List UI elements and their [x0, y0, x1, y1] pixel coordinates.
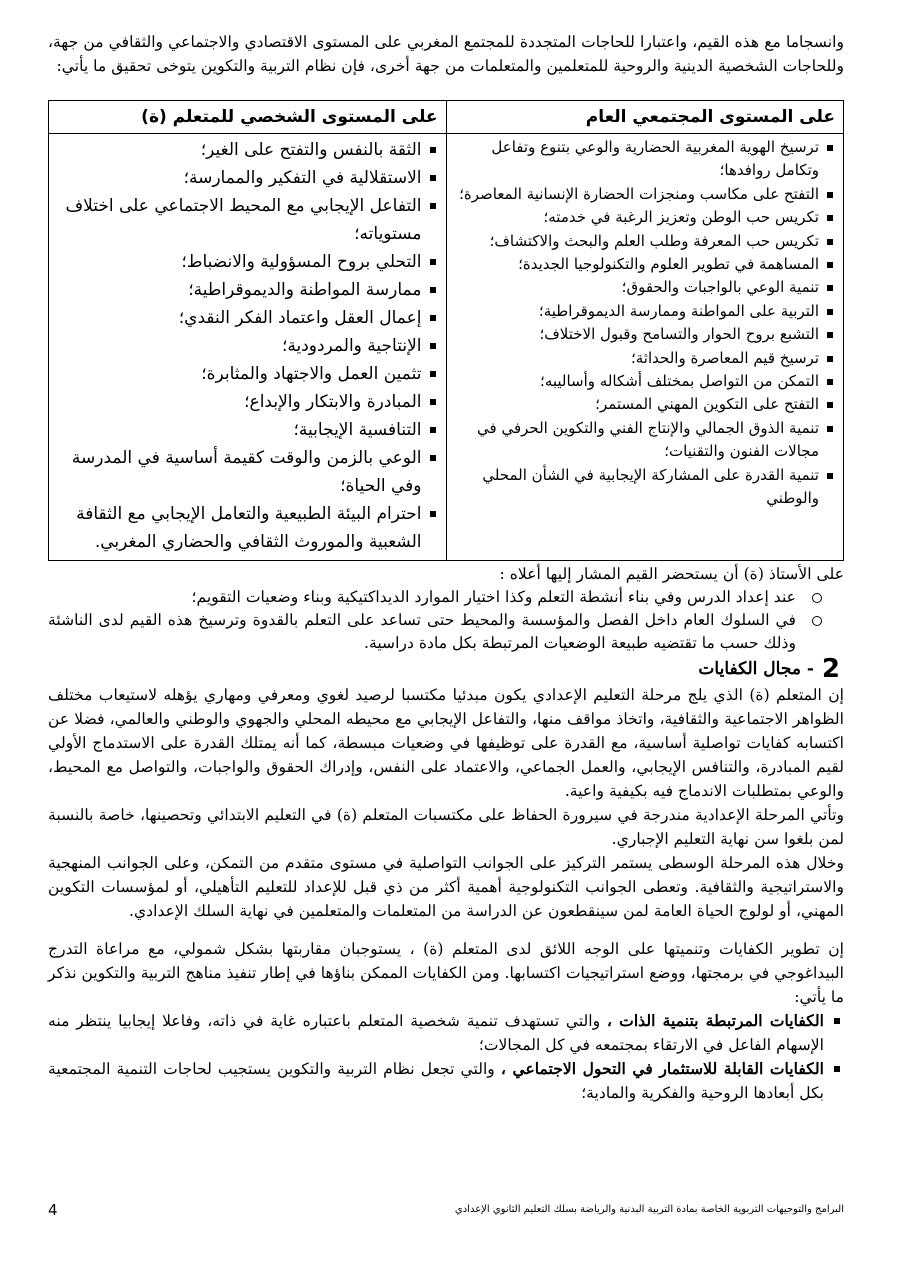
personal-level-header: على المستوى الشخصي للمتعلم (ة) [49, 101, 447, 134]
competencies-body [48, 683, 844, 1009]
list-item: ترسيخ الهوية المغربية الحضارية والوعي بتنوع وتفاعل وتكامل روافدها؛ [453, 136, 836, 183]
list-item: ممارسة المواطنة والديموقراطية؛ [55, 276, 438, 304]
section-heading [48, 654, 844, 684]
spacer [48, 923, 844, 937]
page-footer [48, 1198, 844, 1222]
personal-values-list [55, 136, 438, 556]
list-item: المبادرة والابتكار والإبداع؛ [55, 388, 438, 416]
paragraph: إن المتعلم (ة) الذي يلج مرحلة التعليم الإعدادي يكون مبدئيا مكتسبا لرصيد لغوي ومعرفي ومهاري يؤهله لاستيعاب مختلف الظواهر الاجتماعية والثقافية، واتخاذ مواقف منها، والتفاعل الإيجابي مع محيطه المحلي والجهوي والوطني والعالمي، فضلا عن اكتسابه كفايات تواصلية أساسية، مع القدرة على توظيفها في وضعيات مبسطة، كما أنه يمتلك القدرة على الاستدماج الأولي لقيم المبادرة، والتنافس الإيجابي، والعمل الجماعي، والاعتماد على النفس، وإدراك الحقوق والواجبات، والتواصل مع المحيط، والوعي بمتطلبات الاندماج فيه بكيفية واعية. [48, 686, 844, 800]
list-item: التشبع بروح الحوار والتسامح وقبول الاختلاف؛ [453, 323, 836, 346]
list-item: عند إعداد الدرس وفي بناء أنشطة التعلم وكذا اختيار الموارد الديداكتيكية وبناء وضعيات التقويم؛ [48, 586, 822, 609]
list-item: التربية على المواطنة وممارسة الديموقراطية؛ [453, 300, 836, 323]
societal-values-cell [446, 134, 844, 561]
list-item: الإنتاجية والمردودية؛ [55, 332, 438, 360]
list-item: احترام البيئة الطبيعية والتعامل الإيجابي مع الثقافة الشعبية والموروث الثقافي والحضاري المغربي. [55, 500, 438, 556]
competency-text: والتي تجعل نظام التربية والتكوين يستجيب لحاجات التنمية المجتمعية بكل أبعادها الروحية والفكرية والمادية؛ [48, 1060, 824, 1102]
list-item: التنافسية الإيجابية؛ [55, 416, 438, 444]
section-number: 2 [821, 654, 840, 684]
list-item: تنمية الذوق الجمالي والإنتاج الفني والتكوين الحرفي في مجالات الفنون والتقنيات؛ [453, 417, 836, 464]
competencies-list [48, 1009, 844, 1105]
values-table [48, 100, 844, 561]
list-item: تثمين العمل والاجتهاد والمثابرة؛ [55, 360, 438, 388]
paragraph: وتأتي المرحلة الإعدادية مندرجة في سيرورة الحفاظ على مكتسبات المتعلم (ة) في التعليم الابتدائي وتحصينها، خاصة بالنسبة لمن بلغوا سن نهاية التعليم الإجباري. [48, 806, 844, 848]
list-item: في السلوك العام داخل الفصل والمؤسسة والمحيط حتى تساعد على التعلم بالقدوة وترسيخ هذه القيم لدى الناشئة وذلك حسب ما تقتضيه طبيعة الوضعيات المرتبطة بكل مادة دراسية. [48, 609, 822, 655]
teacher-items-list [48, 586, 844, 655]
teacher-note: على الأستاذ (ة) أن يستحضر القيم المشار إليها أعلاه : [499, 565, 844, 583]
intro-paragraph: وانسجاما مع هذه القيم، واعتبارا للحاجات المتجددة للمجتمع المغربي على المستوى الاقتصادي والاجتماعي والثقافي من جهة، وللحاجات الشخصية الدينية والروحية للمتعلمين والمتعلمات من جهة أخرى، فإن نظام التربية والتكوين يتوخى تحقيق ما يأتي: [48, 33, 844, 75]
list-item: التمكن من التواصل بمختلف أشكاله وأساليبه؛ [453, 370, 836, 393]
list-item: التفتح على مكاسب ومنجزات الحضارة الإنسانية المعاصرة؛ [453, 183, 836, 206]
list-item: تكريس حب الوطن وتعزيز الرغبة في خدمته؛ [453, 206, 836, 229]
list-item: التحلي بروح المسؤولية والانضباط؛ [55, 248, 438, 276]
list-item: الاستقلالية في التفكير والممارسة؛ [55, 164, 438, 192]
list-item: إعمال العقل واعتماد الفكر النقدي؛ [55, 304, 438, 332]
competency-text: والتي تستهدف تنمية شخصية المتعلم باعتباره غاية في ذاته، وفاعلا إيجابيا ينتظر منه الإسهام الفاعل في الارتقاء بمجتمعه في كل المجالات؛ [48, 1012, 824, 1054]
list-item: تنمية الوعي بالواجبات والحقوق؛ [453, 276, 836, 299]
list-item: تكريس حب المعرفة وطلب العلم والبحث والاكتشاف؛ [453, 230, 836, 253]
list-item: الثقة بالنفس والتفتح على الغير؛ [55, 136, 438, 164]
list-item: تنمية القدرة على المشاركة الإيجابية في الشأن المحلي والوطني [453, 464, 836, 511]
societal-level-header: على المستوى المجتمعي العام [446, 101, 844, 134]
list-item: الوعي بالزمن والوقت كقيمة أساسية في المدرسة وفي الحياة؛ [55, 444, 438, 500]
list-item: ترسيخ قيم المعاصرة والحداثة؛ [453, 347, 836, 370]
section-title: - مجال الكفايات [698, 659, 814, 679]
list-item [48, 1057, 844, 1105]
list-item: المساهمة في تطوير العلوم والتكنولوجيا الجديدة؛ [453, 253, 836, 276]
list-item: التفتح على التكوين المهني المستمر؛ [453, 393, 836, 416]
societal-values-list [453, 136, 836, 511]
competency-title: الكفايات القابلة للاستثمار في التحول الاجتماعي ، [500, 1059, 824, 1078]
list-item: التفاعل الإيجابي مع المحيط الاجتماعي على اختلاف مستوياته؛ [55, 192, 438, 248]
page-number: 4 [48, 1201, 58, 1219]
paragraph: وخلال هذه المرحلة الوسطى يستمر التركيز على الجوانب التواصلية في مستوى متقدم من التمكن، وعلى الجوانب المنهجية والاستراتيجية والثقافية. وتعطى الجوانب التكنولوجية أهمية أكثر من ذي قبل للإعداد للتعليم التأهيلي، أو لمؤسسات التكوين المهني، أو لولوج الحياة العامة لمن سينقطعون عن الدراسة من المتعلمات والمتعلمين في نهاية السلك الإعدادي. [48, 854, 844, 920]
competency-title: الكفايات المرتبطة بتنمية الذات ، [606, 1011, 824, 1030]
paragraph: إن تطوير الكفايات وتنميتها على الوجه اللائق لدى المتعلم (ة) ، يستوجبان مقاربتها بشكل شمولي، مع مراعاة التدرج البيداغوجي في برمجتها، ووضع استراتيجيات اكتسابها. ومن الكفايات الممكن بناؤها في إطار تنفيذ مناهج التربية والتكوين نذكر ما يأتي: [48, 940, 844, 1006]
footer-text: البرامج والتوجيهات التربوية الخاصة بمادة التربية البدنية والرياضة بسلك التعليم الثانوي الإعدادي [454, 1204, 844, 1215]
list-item [48, 1009, 844, 1057]
personal-values-cell [49, 134, 447, 561]
